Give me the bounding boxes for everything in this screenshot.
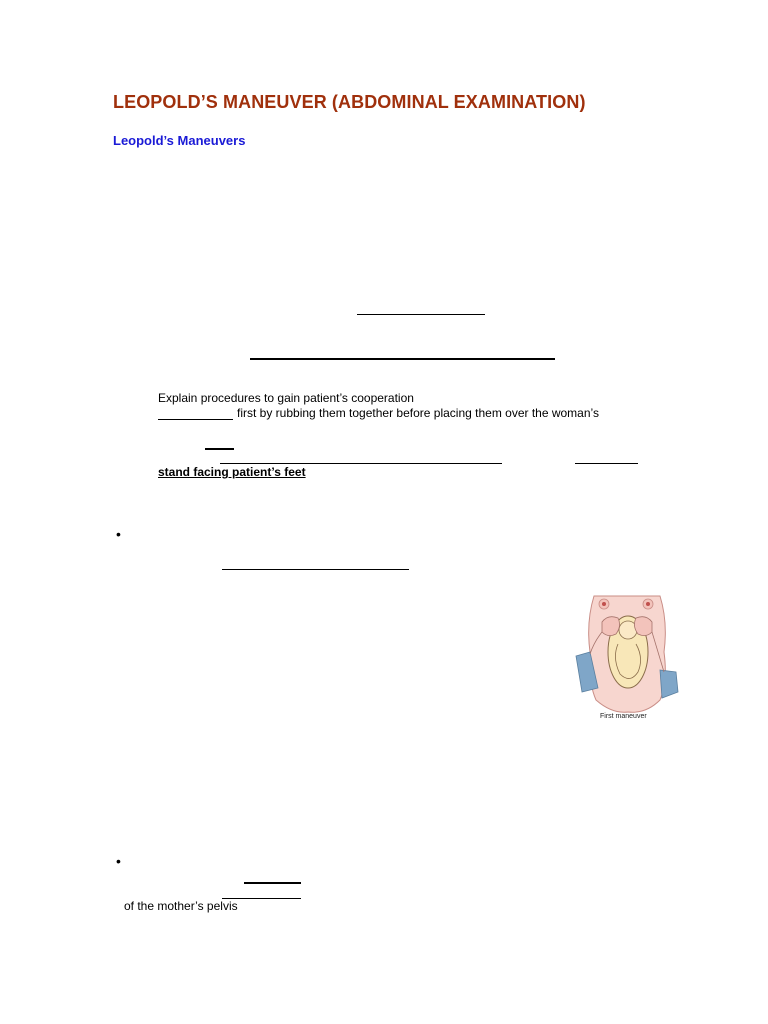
blank-line (250, 358, 555, 360)
instruction-text-emphasis: stand facing patient’s feet (158, 465, 306, 479)
bullet-marker: • (116, 853, 121, 869)
first-maneuver-illustration (572, 592, 682, 722)
page-title: LEOPOLD’S MANEUVER (ABDOMINAL EXAMINATION) (113, 92, 586, 112)
blank-line (357, 314, 485, 315)
bullet-marker: • (116, 526, 121, 542)
instruction-text: Explain procedures to gain patient’s cooperation (158, 391, 414, 405)
maternal-abdomen-drawing (572, 592, 682, 722)
blank-line (205, 448, 234, 450)
blank-line (575, 463, 638, 464)
blank-line (222, 569, 409, 570)
figure-caption: First maneuver (600, 713, 647, 720)
instruction-text: of the mother’s pelvis (124, 899, 238, 913)
section-heading: Leopold’s Maneuvers (113, 133, 246, 148)
blank-line (244, 882, 301, 884)
blank-line (158, 419, 233, 420)
blank-line (220, 463, 502, 464)
instruction-text: first by rubbing them together before placing them over the woman’s (237, 406, 599, 420)
